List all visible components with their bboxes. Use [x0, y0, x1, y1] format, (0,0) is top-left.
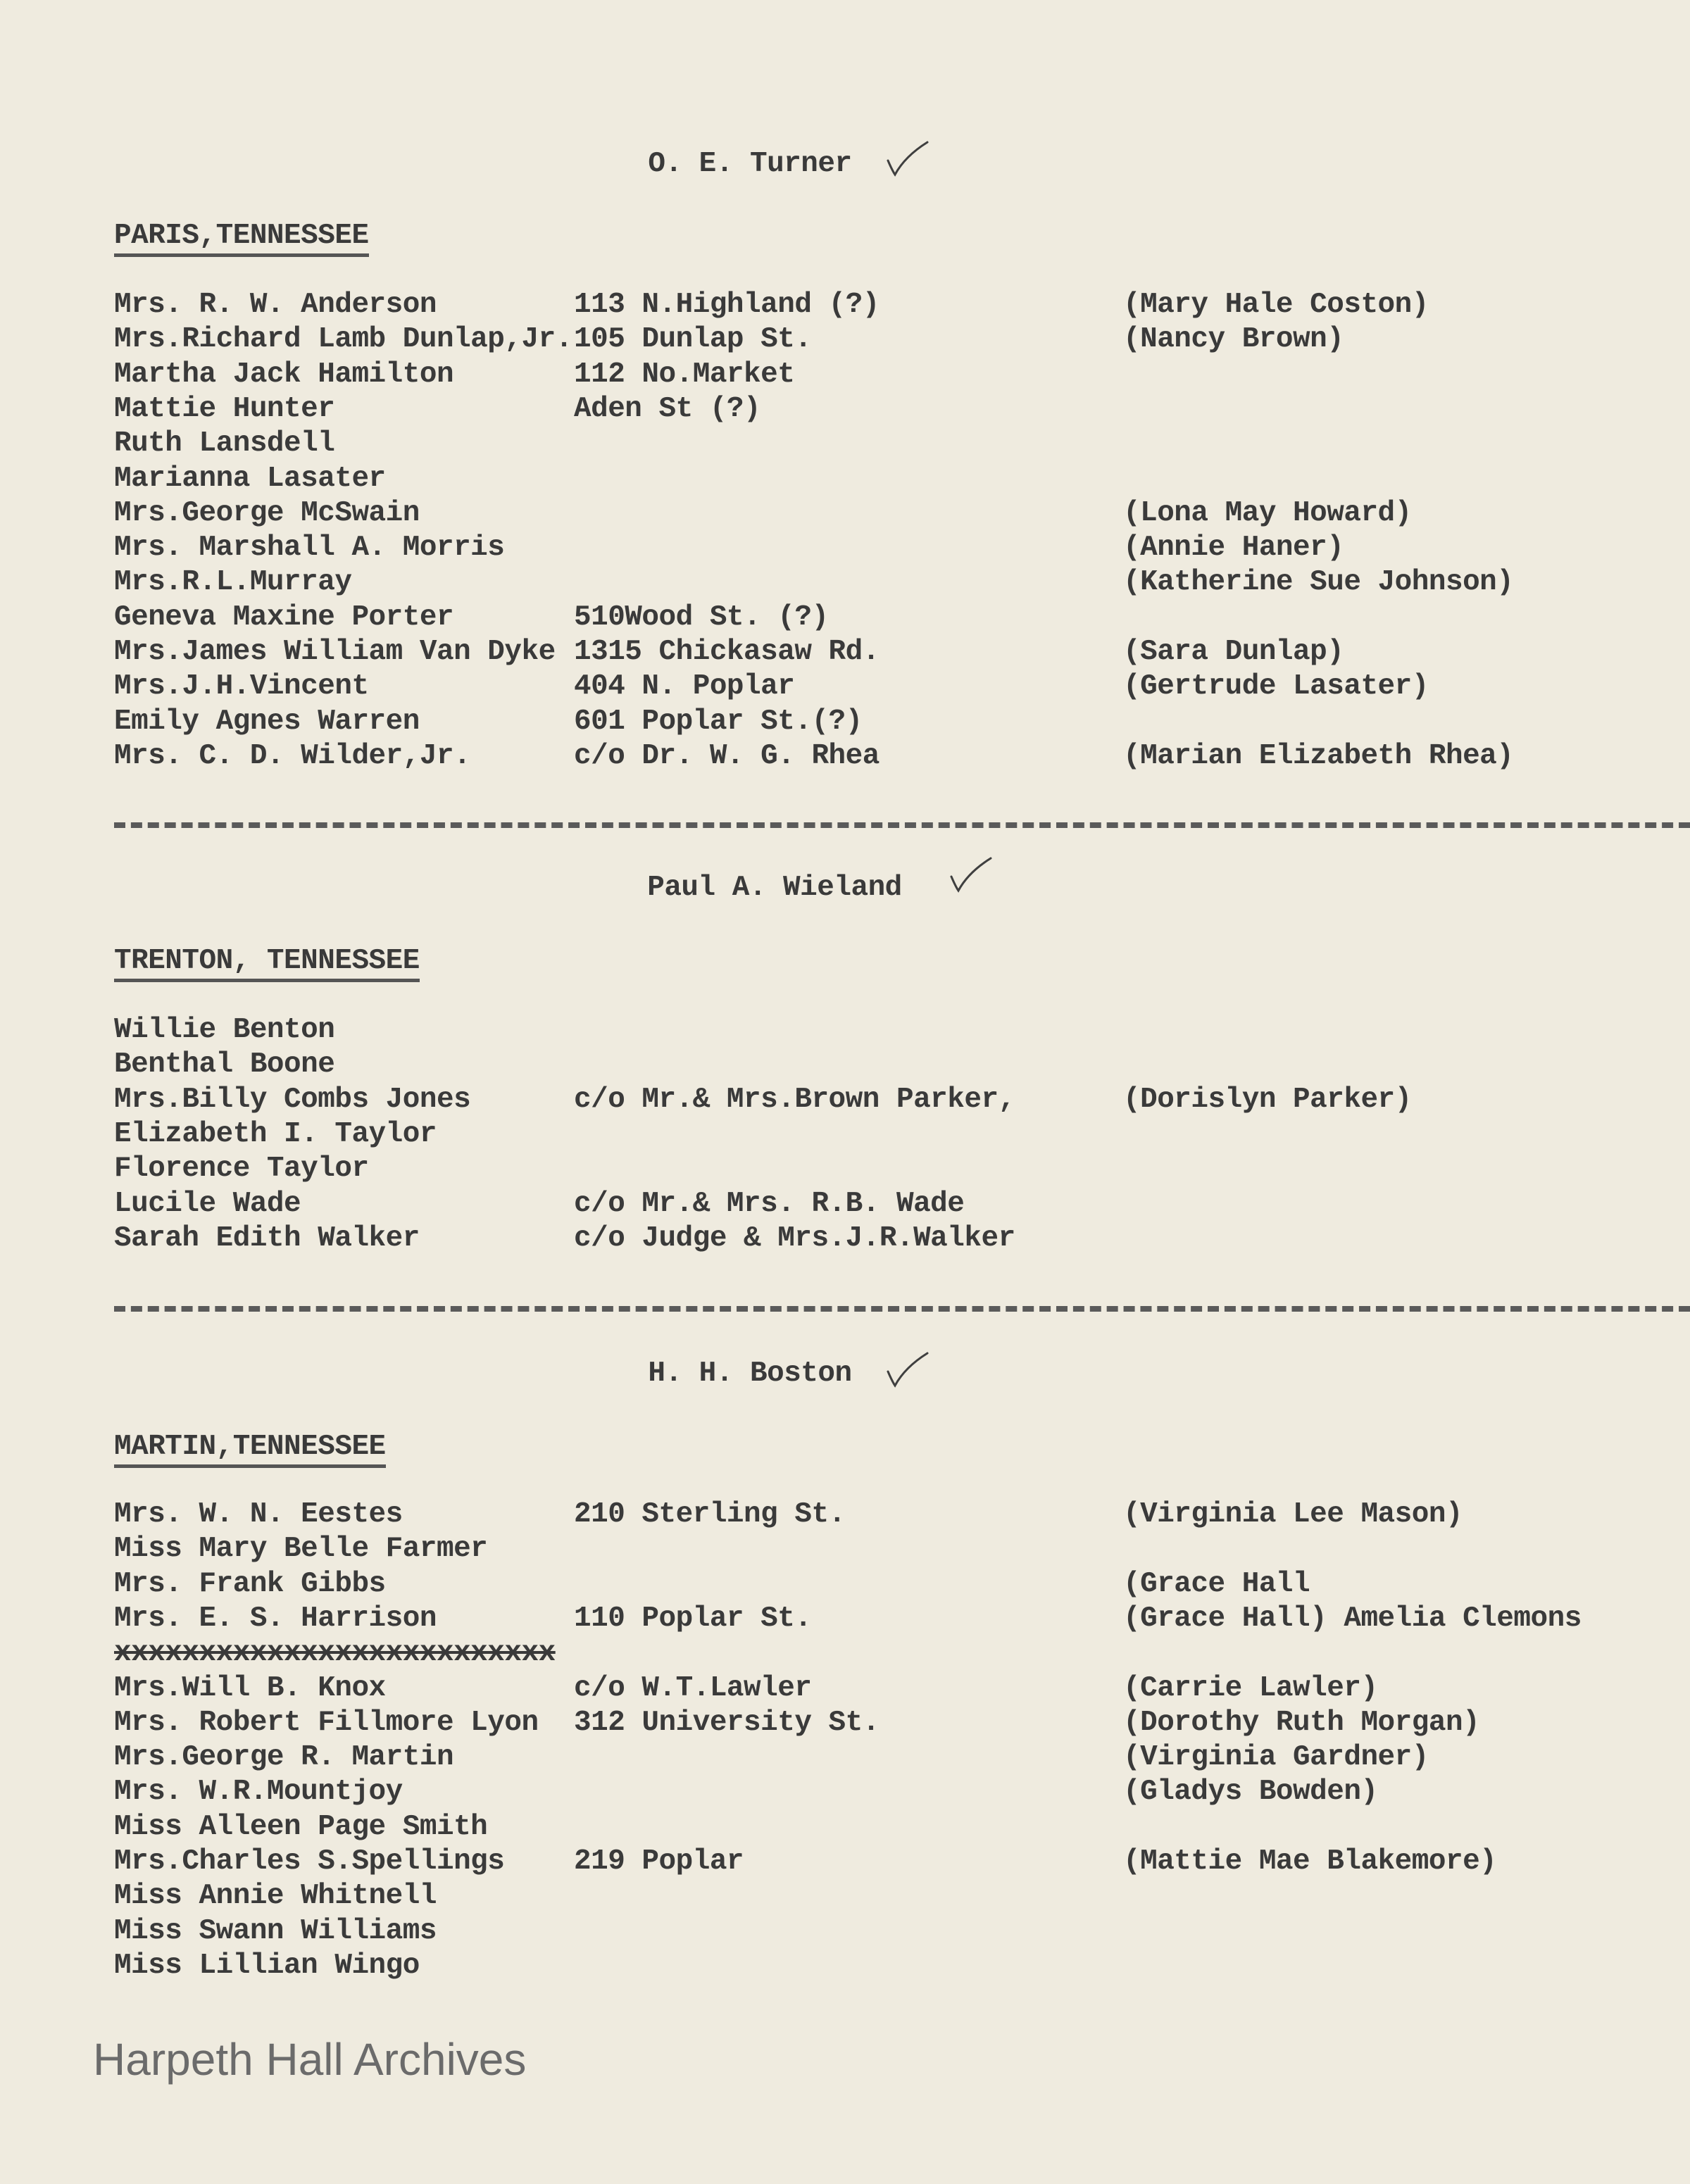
list-row — [0, 1568, 1690, 1602]
dashed-divider — [114, 1306, 1690, 1312]
city-heading: PARIS,TENNESSEE — [114, 220, 369, 257]
list-row — [0, 1672, 1690, 1707]
member-name: Mrs. W.R.Mountjoy — [114, 1776, 403, 1809]
list-row — [0, 532, 1690, 566]
city-heading: TRENTON, TENNESSEE — [114, 945, 420, 982]
list-row — [0, 1188, 1690, 1222]
maiden-name: (Virginia Gardner) — [1123, 1741, 1429, 1774]
list-row — [0, 497, 1690, 532]
member-name: Lucile Wade — [114, 1187, 301, 1220]
member-name: Ruth Lansdell — [114, 427, 335, 460]
section-leader-name: O. E. Turner — [648, 148, 852, 180]
maiden-name: (Annie Haner) — [1123, 532, 1344, 565]
list-row — [0, 1014, 1690, 1048]
list-row — [0, 1950, 1690, 1984]
maiden-name: (Gladys Bowden) — [1123, 1776, 1378, 1809]
list-row — [0, 1118, 1690, 1153]
maiden-name: (Mattie Mae Blakemore) — [1123, 1845, 1497, 1878]
member-name: Mattie Hunter — [114, 392, 335, 425]
member-name: Mrs. Marshall A. Morris — [114, 532, 505, 565]
member-name: Mrs.Richard Lamb Dunlap,Jr. — [114, 323, 572, 356]
member-name: Mrs.J.H.Vincent — [114, 670, 369, 703]
maiden-name: (Carrie Lawler) — [1123, 1671, 1378, 1705]
member-name: Sarah Edith Walker — [114, 1222, 420, 1255]
city-heading: MARTIN,TENNESSEE — [114, 1431, 386, 1468]
checkmark-icon — [884, 139, 933, 182]
member-name: Miss Alleen Page Smith — [114, 1810, 488, 1843]
member-name: Emily Agnes Warren — [114, 705, 420, 738]
member-address: Aden St (?) — [574, 392, 761, 425]
maiden-name: (Katherine Sue Johnson) — [1123, 566, 1514, 599]
member-name: Benthal Boone — [114, 1048, 335, 1081]
member-name: Miss Swann Williams — [114, 1914, 437, 1947]
list-row — [0, 566, 1690, 601]
maiden-name: (Lona May Howard) — [1123, 496, 1412, 529]
list-row — [0, 705, 1690, 740]
list-row — [0, 289, 1690, 323]
list-row — [0, 1084, 1690, 1118]
list-row — [0, 1915, 1690, 1950]
maiden-name: (Grace Hall) Amelia Clemons — [1123, 1602, 1582, 1635]
member-name: Miss Mary Belle Farmer — [114, 1533, 488, 1566]
list-row — [0, 393, 1690, 427]
dashed-divider — [114, 822, 1690, 828]
member-name: xxxxxxxxxxxxxxxxxxxxxxxxxx — [114, 1637, 556, 1670]
member-name: Willie Benton — [114, 1014, 335, 1046]
member-name: Mrs.James William Van Dyke — [114, 636, 556, 668]
list-row — [0, 601, 1690, 636]
list-row — [0, 636, 1690, 670]
member-address: c/o W.T.Lawler — [574, 1671, 812, 1705]
member-name: Florence Taylor — [114, 1153, 369, 1186]
member-name: Mrs.George McSwain — [114, 496, 420, 529]
member-address: c/o Judge & Mrs.J.R.Walker — [574, 1222, 1015, 1255]
section-leader-name: H. H. Boston — [648, 1357, 852, 1390]
maiden-name: (Grace Hall — [1123, 1567, 1310, 1600]
member-address: c/o Dr. W. G. Rhea — [574, 739, 880, 772]
list-row — [0, 740, 1690, 774]
list-row — [0, 1222, 1690, 1257]
member-name: Geneva Maxine Porter — [114, 601, 454, 634]
member-name: Martha Jack Hamilton — [114, 358, 454, 391]
maiden-name: (Dorothy Ruth Morgan) — [1123, 1706, 1480, 1739]
member-address: 112 No.Market — [574, 358, 795, 391]
list-row — [0, 1776, 1690, 1810]
member-name: Elizabeth I. Taylor — [114, 1117, 437, 1150]
member-name: Mrs.Charles S.Spellings — [114, 1845, 505, 1878]
member-name: Mrs.Billy Combs Jones — [114, 1083, 471, 1116]
checkmark-icon — [884, 1350, 933, 1393]
list-row — [0, 1153, 1690, 1187]
member-name: Mrs. W. N. Eestes — [114, 1498, 403, 1531]
member-name: Mrs. C. D. Wilder,Jr. — [114, 739, 471, 772]
maiden-name: (Sara Dunlap) — [1123, 636, 1344, 668]
member-name: Mrs.R.L.Murray — [114, 566, 352, 599]
list-row — [0, 323, 1690, 358]
list-row — [0, 1707, 1690, 1741]
member-address: 113 N.Highland (?) — [574, 289, 880, 321]
member-name: Mrs.Will B. Knox — [114, 1671, 386, 1705]
section-leader-name: Paul A. Wieland — [647, 872, 902, 904]
list-row — [0, 670, 1690, 705]
list-row — [0, 1811, 1690, 1845]
maiden-name: (Marian Elizabeth Rhea) — [1123, 739, 1514, 772]
member-name: Miss Lillian Wingo — [114, 1949, 420, 1982]
list-row — [0, 1637, 1690, 1671]
list-row — [0, 1048, 1690, 1083]
list-row — [0, 1741, 1690, 1776]
maiden-name: (Dorislyn Parker) — [1123, 1083, 1412, 1116]
member-name: Marianna Lasater — [114, 462, 386, 495]
maiden-name: (Gertrude Lasater) — [1123, 670, 1429, 703]
list-row — [0, 463, 1690, 497]
maiden-name: (Mary Hale Coston) — [1123, 289, 1429, 321]
list-row — [0, 1498, 1690, 1533]
checkmark-icon — [947, 855, 996, 898]
member-address: 110 Poplar St. — [574, 1602, 812, 1635]
member-address: 510Wood St. (?) — [574, 601, 829, 634]
member-address: 404 N. Poplar — [574, 670, 795, 703]
maiden-name: (Virginia Lee Mason) — [1123, 1498, 1463, 1531]
member-name: Mrs. R. W. Anderson — [114, 289, 437, 321]
member-address: 219 Poplar — [574, 1845, 744, 1878]
list-row — [0, 1880, 1690, 1914]
list-row — [0, 1602, 1690, 1637]
member-name: Mrs. Robert Fillmore Lyon — [114, 1706, 539, 1739]
member-address: 1315 Chickasaw Rd. — [574, 636, 880, 668]
list-row — [0, 427, 1690, 462]
list-row — [0, 1845, 1690, 1880]
archive-watermark: Harpeth Hall Archives — [93, 2034, 527, 2085]
member-name: Mrs.George R. Martin — [114, 1741, 454, 1774]
member-address: 312 University St. — [574, 1706, 880, 1739]
list-row — [0, 1533, 1690, 1567]
member-name: Mrs. E. S. Harrison — [114, 1602, 437, 1635]
member-name: Mrs. Frank Gibbs — [114, 1567, 386, 1600]
member-name: Miss Annie Whitnell — [114, 1880, 437, 1913]
member-address: 105 Dunlap St. — [574, 323, 812, 356]
member-address: 210 Sterling St. — [574, 1498, 846, 1531]
list-row — [0, 358, 1690, 393]
member-address: c/o Mr.& Mrs. R.B. Wade — [574, 1187, 965, 1220]
maiden-name: (Nancy Brown) — [1123, 323, 1344, 356]
member-address: 601 Poplar St.(?) — [574, 705, 863, 738]
member-address: c/o Mr.& Mrs.Brown Parker, — [574, 1083, 1015, 1116]
